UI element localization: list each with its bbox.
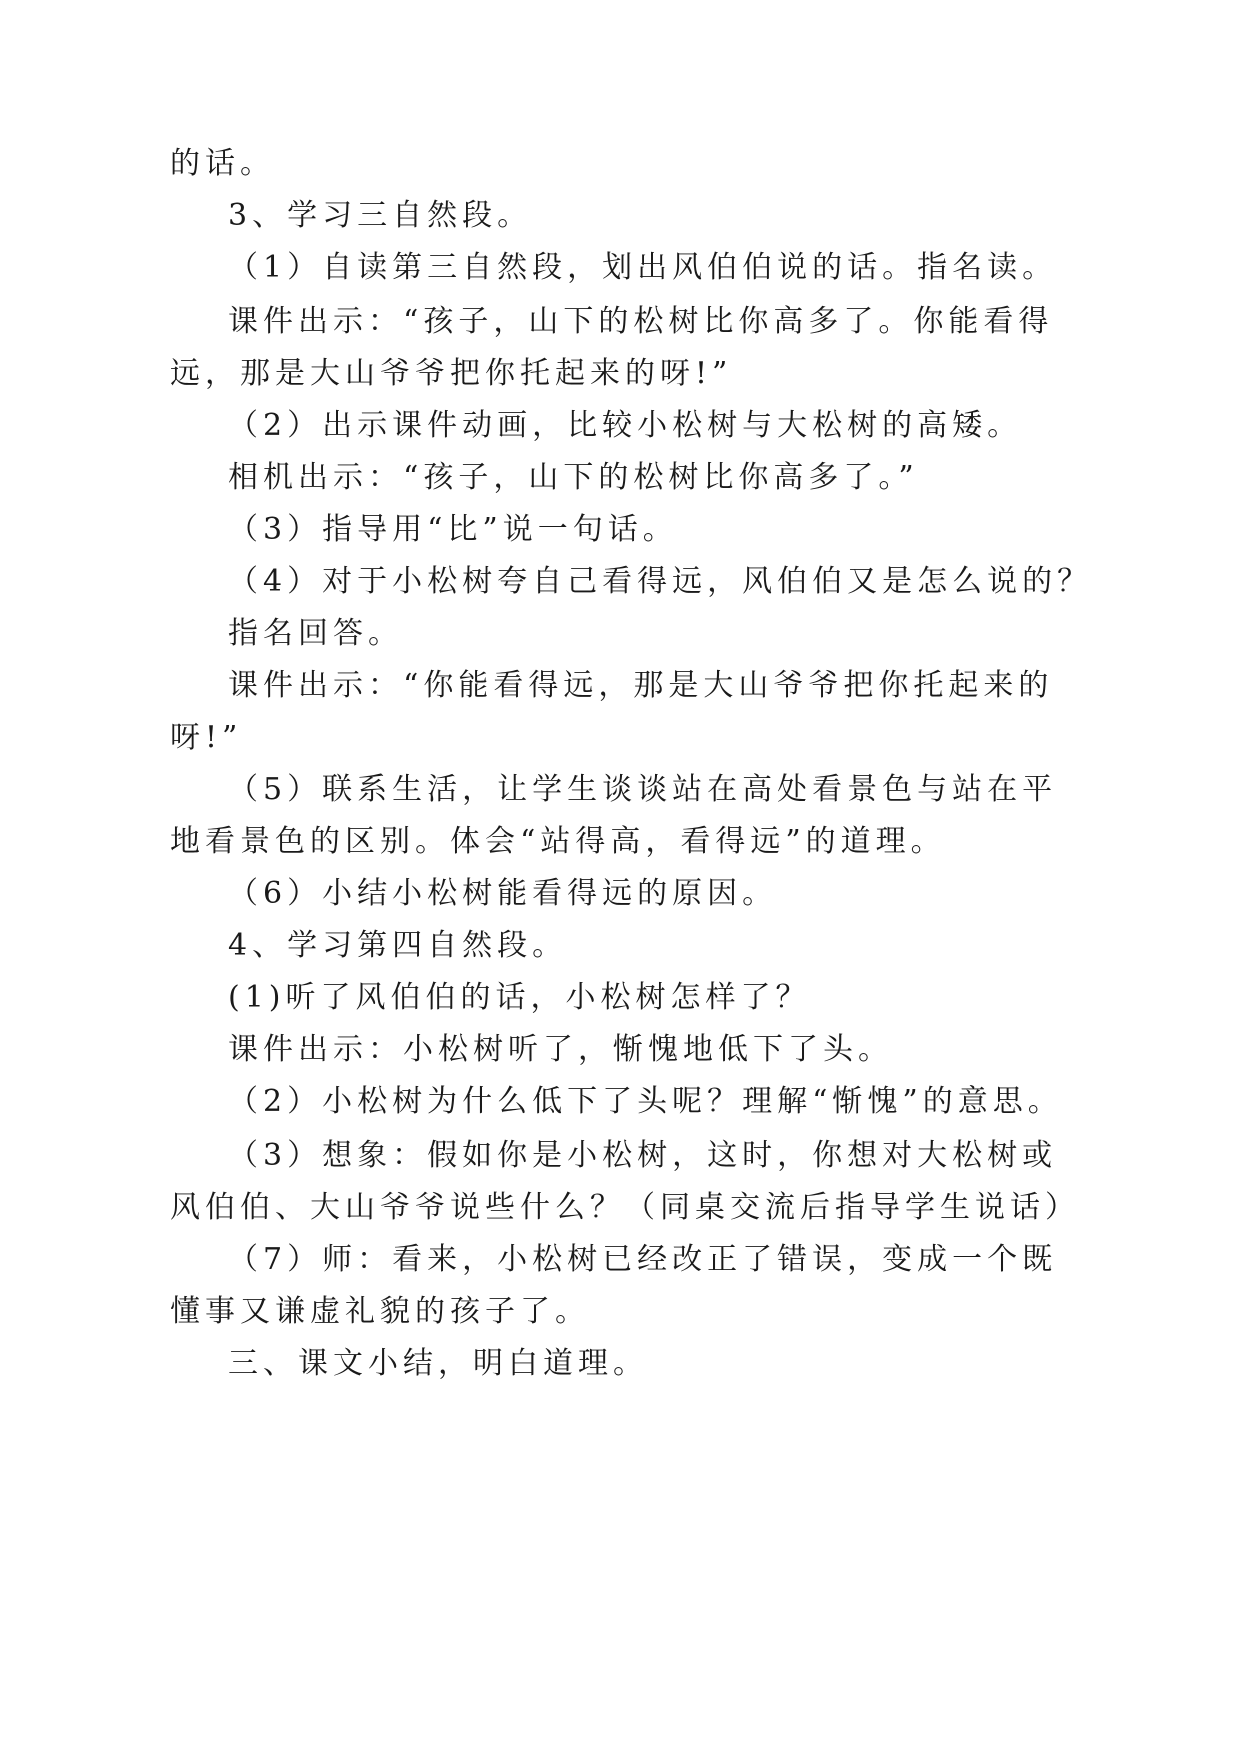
text-line: 风伯伯、大山爷爷说些什么？（同桌交流后指导学生说话） [170, 1190, 1080, 1225]
text-line: （2）出示课件动画，比较小松树与大松树的高矮。 [228, 408, 1023, 443]
section-heading: 4、学习第四自然段。 [228, 928, 568, 963]
text-line: 懂事又谦虚礼貌的孩子了。 [170, 1294, 590, 1329]
text-line: （7）师：看来，小松树已经改正了错误，变成一个既 [228, 1242, 1058, 1277]
text-line: 地看景色的区别。体会“站得高，看得远”的道理。 [170, 824, 946, 859]
text-line: 课件出示：“你能看得远，那是大山爷爷把你托起来的 [228, 668, 1054, 703]
text-line: 指名回答。 [228, 616, 403, 651]
text-line: 呀!” [170, 720, 243, 755]
text-line: （2）小松树为什么低下了头呢？理解“惭愧”的意思。 [228, 1084, 1063, 1119]
text-line: （3）指导用“比”说一句话。 [228, 512, 678, 547]
text-line: （5）联系生活，让学生谈谈站在高处看景色与站在平 [228, 772, 1058, 807]
text-line: （1）自读第三自然段，划出风伯伯说的话。指名读。 [228, 250, 1058, 285]
text-line: （6）小结小松树能看得远的原因。 [228, 876, 778, 911]
text-line: 课件出示：“孩子，山下的松树比你高多了。你能看得 [228, 304, 1054, 339]
text-line: 远，那是大山爷爷把你托起来的呀!” [170, 356, 733, 391]
text-line: (1)听了风伯伯的话，小松树怎样了？ [228, 980, 811, 1015]
text-line: 的话。 [170, 146, 275, 181]
text-line: （4）对于小松树夸自己看得远，风伯伯又是怎么说的？ [228, 564, 1093, 599]
text-line: 课件出示：小松树听了，惭愧地低下了头。 [228, 1032, 893, 1067]
text-line: （3）想象：假如你是小松树，这时，你想对大松树或 [228, 1138, 1058, 1173]
text-line: 相机出示：“孩子，山下的松树比你高多了。” [228, 460, 919, 495]
section-heading: 三、课文小结，明白道理。 [228, 1346, 648, 1381]
section-heading: 3、学习三自然段。 [228, 198, 533, 233]
